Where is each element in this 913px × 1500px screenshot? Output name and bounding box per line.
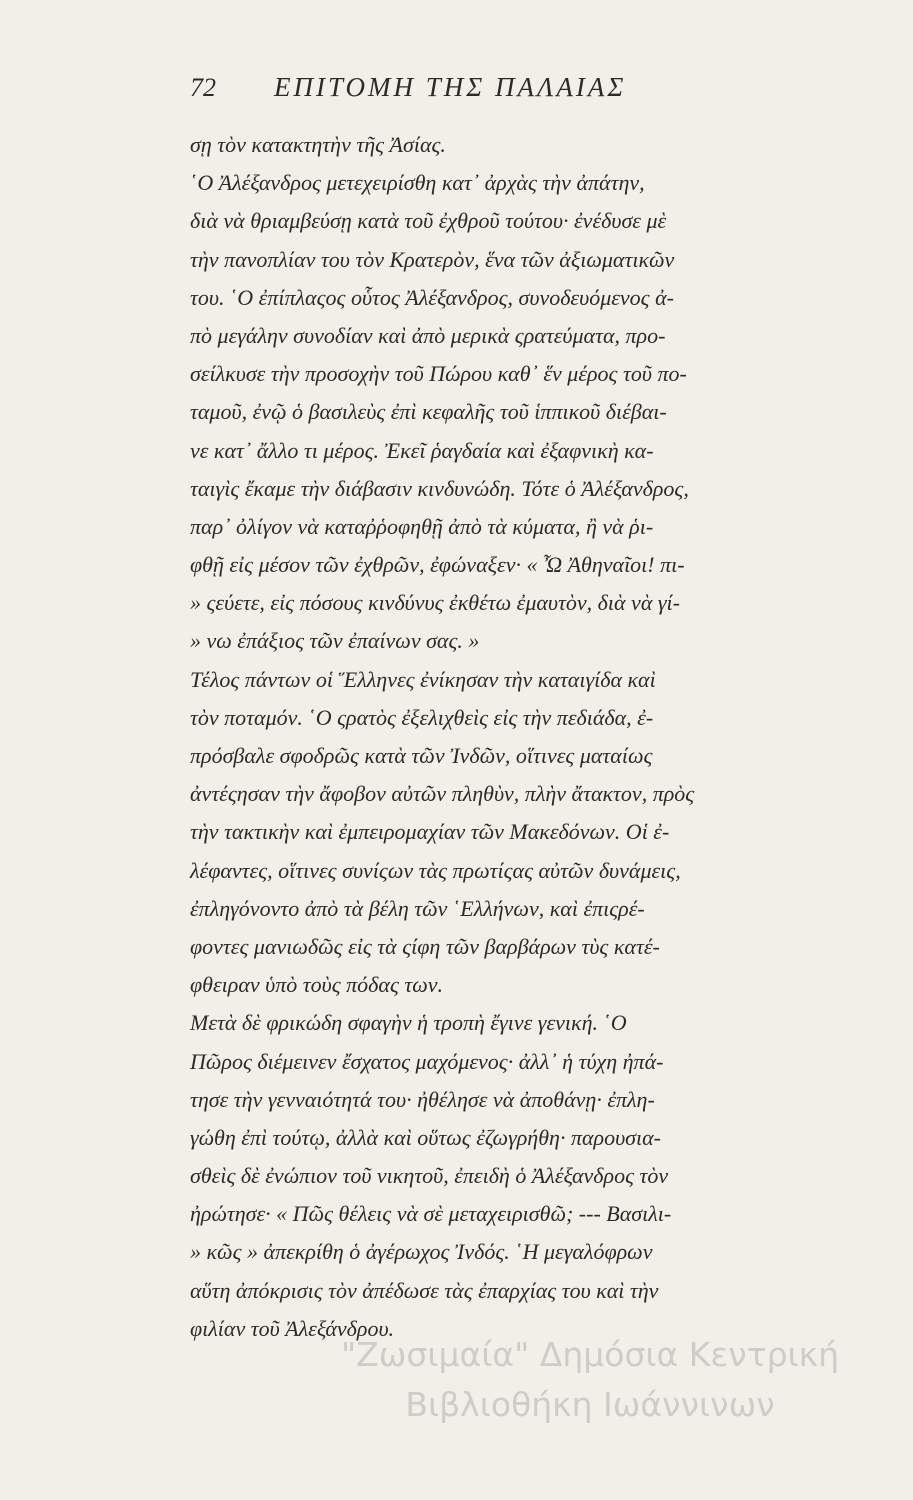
text-line: Τέλος πάντων οἱ Ἕλληνες ἐνίκησαν τὴν καταιγίδα καὶ — [190, 666, 656, 692]
text-line: σείλκυσε τὴν προσοχὴν τοῦ Πώρου καθ᾽ ἕν μέρος τοῦ πο- — [190, 361, 687, 387]
page-header — [190, 72, 750, 103]
text-line: ταμοῦ, ἐνῷ ὁ βασιλεὺς ἐπὶ κεφαλῆς τοῦ ἱππικοῦ διέβαι- — [190, 399, 667, 425]
text-line: πρόσβαλε σφοδρῶς κατὰ τῶν Ἰνδῶν, οἵτινες ματαίως — [190, 743, 653, 768]
text-line: αὕτη ἀπόκρισις τὸν ἀπέδωσε τὰς ἐπαρχίας του καὶ τὴν — [190, 1277, 659, 1303]
text-line: παρ᾽ ὀλίγον νὰ καταῤῥοφηθῇ ἀπὸ τὰ κύματα, ἢ νὰ ῥι- — [190, 513, 654, 539]
library-watermark — [290, 1330, 890, 1430]
watermark-line-1: "Ζωσιμαία" Δημόσια Κεντρική — [340, 1335, 840, 1374]
text-line: ἠρώτησε· « Πῶς θέλεις νὰ σὲ μεταχειρισθῶ; --- Βασιλι- — [190, 1201, 672, 1227]
text-line: ῾Ο Ἀλέξανδρος μετεχειρίσθη κατ᾽ ἀρχὰς τὴν ἀπάτην, — [190, 170, 645, 196]
text-line: φθῇ εἰς μέσον τῶν ἐχθρῶν, ἐφώναξεν· « Ὦ Ἀθηναῖοι! πι- — [190, 552, 685, 578]
text-line: » κῶς » ἀπεκρίθη ὁ ἀγέρωχος Ἰνδός. ῾Η μεγαλόφρων — [190, 1239, 653, 1265]
text-line: διὰ νὰ θριαμβεύσῃ κατὰ τοῦ ἐχθροῦ τούτου· ἐνέδυσε μὲ — [190, 208, 667, 234]
text-line: » ςεύετε, εἰς πόσους κινδύνυς ἐκθέτω ἐμαυτὸν, διὰ νὰ γί- — [190, 590, 680, 616]
page-number: 72 — [190, 73, 216, 102]
text-line: τὸν ποταμόν. ῾Ο ςρατὸς ἐξελιχθεὶς εἰς τὴν πεδιάδα, ἐ- — [190, 704, 654, 730]
text-line: νε κατ᾽ ἄλλο τι μέρος. Ἐκεῖ ῥαγδαία καὶ ἐξαφνικὴ κα- — [190, 437, 654, 463]
text-line: Μετὰ δὲ φρικώδη σφαγὴν ἡ τροπὴ ἔγινε γενική. ῾Ο — [190, 1010, 627, 1036]
text-line: του. ῾Ο ἐπίπλαςος οὗτος Ἀλέξανδρος, συνοδευόμενος ἀ- — [190, 284, 674, 310]
text-line: » νω ἐπάξιος τῶν ἐπαίνων σας. » — [190, 628, 480, 654]
text-line: τὴν τακτικὴν καὶ ἐμπειρομαχίαν τῶν Μακεδόνων. Οἱ ἐ- — [190, 819, 670, 845]
text-line: φιλίαν τοῦ Ἀλεξάνδρου. — [190, 1315, 395, 1341]
text-line: ἐπληγόνοντο ἀπὸ τὰ βέλη τῶν ῾Ελλήνων, καὶ ἐπιςρέ- — [190, 895, 645, 921]
text-line: ἀντέςησαν τὴν ἄφοβον αὐτῶν πληθὺν, πλὴν ἄτακτον, πρὸς — [190, 781, 695, 807]
body-text — [190, 126, 830, 1348]
text-line: ταιγὶς ἔκαμε τὴν διάβασιν κινδυνώδη. Τότε ὁ Ἀλέξανδρος, — [190, 475, 689, 501]
text-line: φθειραν ὑπὸ τοὺς πόδας των. — [190, 972, 444, 998]
text-line: φοντες μανιωδῶς εἰς τὰ ςίφη τῶν βαρβάρων τὺς κατέ- — [190, 933, 660, 959]
text-line: σθεὶς δὲ ἐνώπιον τοῦ νικητοῦ, ἐπειδὴ ὁ Ἀλέξανδρος τὸν — [190, 1163, 669, 1189]
text-line: πὸ μεγάλην συνοδίαν καὶ ἀπὸ μερικὰ ςρατεύματα, πρo- — [190, 322, 666, 348]
running-title: ΕΠΙΤΟΜΗ ΤΗΣ ΠΑΛΑΙΑΣ — [274, 72, 627, 102]
text-line: τησε τὴν γενναιότητά του· ἠθέλησε νὰ ἀποθάνῃ· ἐπλη- — [190, 1086, 655, 1112]
text-line: σῃ τὸν κατακτητὴν τῆς Ἀσίας. — [190, 132, 446, 157]
watermark-line-2: Βιβλιοθήκη Ιωάννινων — [405, 1385, 775, 1424]
text-line: γώθη ἐπὶ τούτῳ, ἀλλὰ καὶ οὕτως ἐζωγρήθη· παρουσια- — [190, 1124, 662, 1150]
text-line: λέφαντες, οἵτινες συνίςων τὰς πρωτίςας αὐτῶν δυνάμεις, — [190, 857, 681, 883]
text-line: Πῶρος διέμεινεν ἔσχατος μαχόμενος· ἀλλ᾽ ἡ τύχη ἠπά- — [190, 1048, 664, 1074]
text-line: τὴν πανοπλίαν του τὸν Κρατερὸν, ἕνα τῶν ἀξιωματικῶν — [190, 246, 675, 272]
